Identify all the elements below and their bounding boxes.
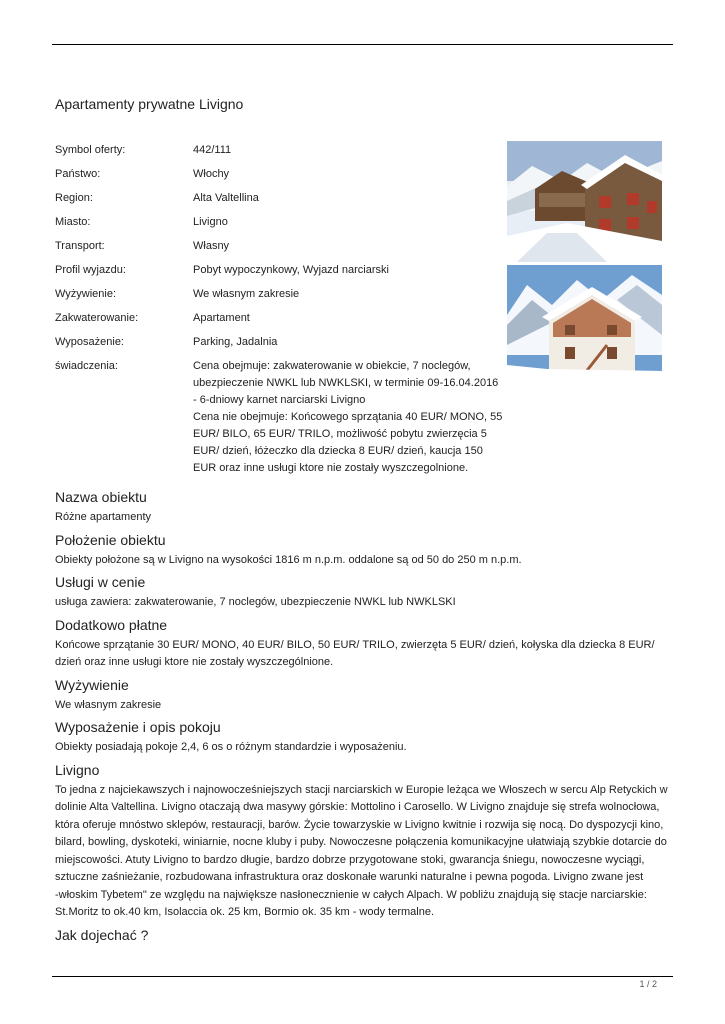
chalet-photo [507,141,662,262]
detail-value: Własny [193,240,230,252]
detail-value: Livigno [193,216,228,228]
detail-value: Apartament [193,312,250,324]
detail-value: Pobyt wypoczynkowy, Wyjazd narciarski [193,264,389,276]
detail-label: Państwo: [55,168,101,180]
section-heading: Położenie obiektu [55,531,166,548]
detail-label: Miasto: [55,216,91,228]
benefits-line: ubezpieczenie NWKL lub NWKLSKI, w terminie 09-16.04.2016 [193,377,499,389]
detail-value: Włochy [193,168,230,180]
benefits-line: - 6-dniowy karnet narciarski Livigno [193,394,366,406]
detail-label: Profil wyjazdu: [55,264,126,276]
detail-label: Transport: [55,240,105,252]
section-heading: Jak dojechać ? [55,926,149,943]
section-line: dzień oraz inne usługi ktore nie zostały wyszczególnione. [55,656,334,668]
section-line: St.Moritz to ok.40 km, Isolaccia ok. 25 km, Bormio ok. 35 km - wody termalne. [55,906,435,918]
detail-row [55,190,505,214]
section-line: Obiekty położone są w Livigno na wysokości 1816 m n.p.m. oddalone są od 50 do 250 m n.p.m. [55,553,522,566]
section-heading: Wyżywienie [55,676,129,693]
detail-row [55,238,505,262]
benefits-line: Cena nie obejmuje: Końcowego sprzątania 40 EUR/ MONO, 55 [193,411,503,423]
section-heading: Nazwa obiektu [55,489,147,505]
page-number: 1 / 2 [639,979,657,989]
section-body [55,509,670,527]
section-line: bilard, bowling, dyskoteki, winiarnie, nocne kluby i puby. Nowoczesne połączenia komunikacyjne ułatwiają szybkie dotarcie do [55,836,667,848]
bottom-rule [52,976,673,977]
detail-value: 442/111 [193,144,232,156]
benefits-line: EUR oraz inne usługi ktore nie zostały wyszczegolnione. [193,462,469,474]
section-line: która oferuje mnóstwo sklepów, restauracji, barów. Życie towarzyskie w Livigno kwitnie i rozwija się nocą. Do dyspozycji kino, [55,818,664,831]
chalet-photo [507,265,662,386]
section-body [55,739,670,757]
section-line: miejscowości. Atuty Livigno to bardzo długie, bardzo dobrze przygotowane stoki, gwarancja śniegu, nowoczesne wyciągi, [55,853,645,866]
offer-sections [55,488,670,947]
benefits-line: EUR/ BILO, 65 EUR/ TRILO, możliwość pobytu zwierzęcia 5 [193,428,487,440]
detail-row [55,310,505,334]
benefits-row [55,358,505,477]
section-line: Różne apartamenty [55,511,151,523]
section-line: sztuczne zaśnieżanie, rozbudowana infrastruktura oraz doskonałe warunki naturalne i pewna pogoda. Livigno zwane jest [55,871,644,883]
page-title: Apartamenty prywatne Livigno [55,96,244,112]
section-body [55,697,670,715]
benefits-text [193,358,505,477]
detail-label: Wyposażenie: [55,336,124,348]
section-heading: Livigno [55,761,100,778]
detail-row [55,142,505,166]
section-body [55,782,670,922]
section-body [55,637,670,672]
section-line: Obiekty posiadają pokoje 2,4, 6 os o różnym standardzie i wyposażeniu. [55,741,407,753]
section-line: Końcowe sprzątanie 30 EUR/ MONO, 40 EUR/ BILO, 50 EUR/ TRILO, zwierzęta 5 EUR/ dzień, kołyska dla dziecka 8 EUR/ [55,638,655,651]
detail-row [55,334,505,358]
section-line: dolinie Alta Valtellina. Livigno otaczają dwa masywy górskie: Mottolino i Carosello. W Livigno znajduje się strefa wolnocłowa, [55,801,660,813]
detail-row [55,286,505,310]
section-heading: Dodatkowo płatne [55,616,168,633]
benefits-line: EUR/ dzień, łóżeczko dla dziecka 8 EUR/ dzień, kaucja 150 [193,445,483,457]
detail-label: Symbol oferty: [55,144,126,156]
benefits-line: Cena obejmuje: zakwaterowanie w obiekcie, 7 noclegów, [193,360,471,372]
section-line: We własnym zakresie [55,698,162,711]
section-line: To jedna z najciekawszych i najnowocześniejszych stacji narciarskich w Europie leżąca we Włoszech w sercu Alp Retyckich w [55,783,668,796]
detail-label: Wyżywienie: [55,288,117,300]
detail-row [55,262,505,286]
detail-row [55,166,505,190]
detail-value: Alta Valtellina [193,192,259,204]
section-body [55,552,670,570]
section-line: -włoskim Tybetem" ze względu na największe nasłonecznienie w całych Alpach. W pobliżu znajdują się stacje narciarskie: [55,888,647,901]
section-body [55,594,670,612]
section-heading: Usługi w cenie [55,574,146,590]
detail-value: Parking, Jadalnia [193,336,278,348]
detail-row [55,214,505,238]
detail-label: Zakwaterowanie: [55,312,139,324]
section-heading: Wyposażenie i opis pokoju [55,719,221,735]
detail-label: świadczenia: [55,360,118,372]
offer-details [55,142,505,477]
detail-label: Region: [55,192,93,204]
top-rule [52,44,673,45]
section-line: usługa zawiera: zakwaterowanie, 7 noclegów, ubezpieczenie NWKL lub NWKLSKI [55,596,456,608]
detail-value: We własnym zakresie [193,288,300,300]
